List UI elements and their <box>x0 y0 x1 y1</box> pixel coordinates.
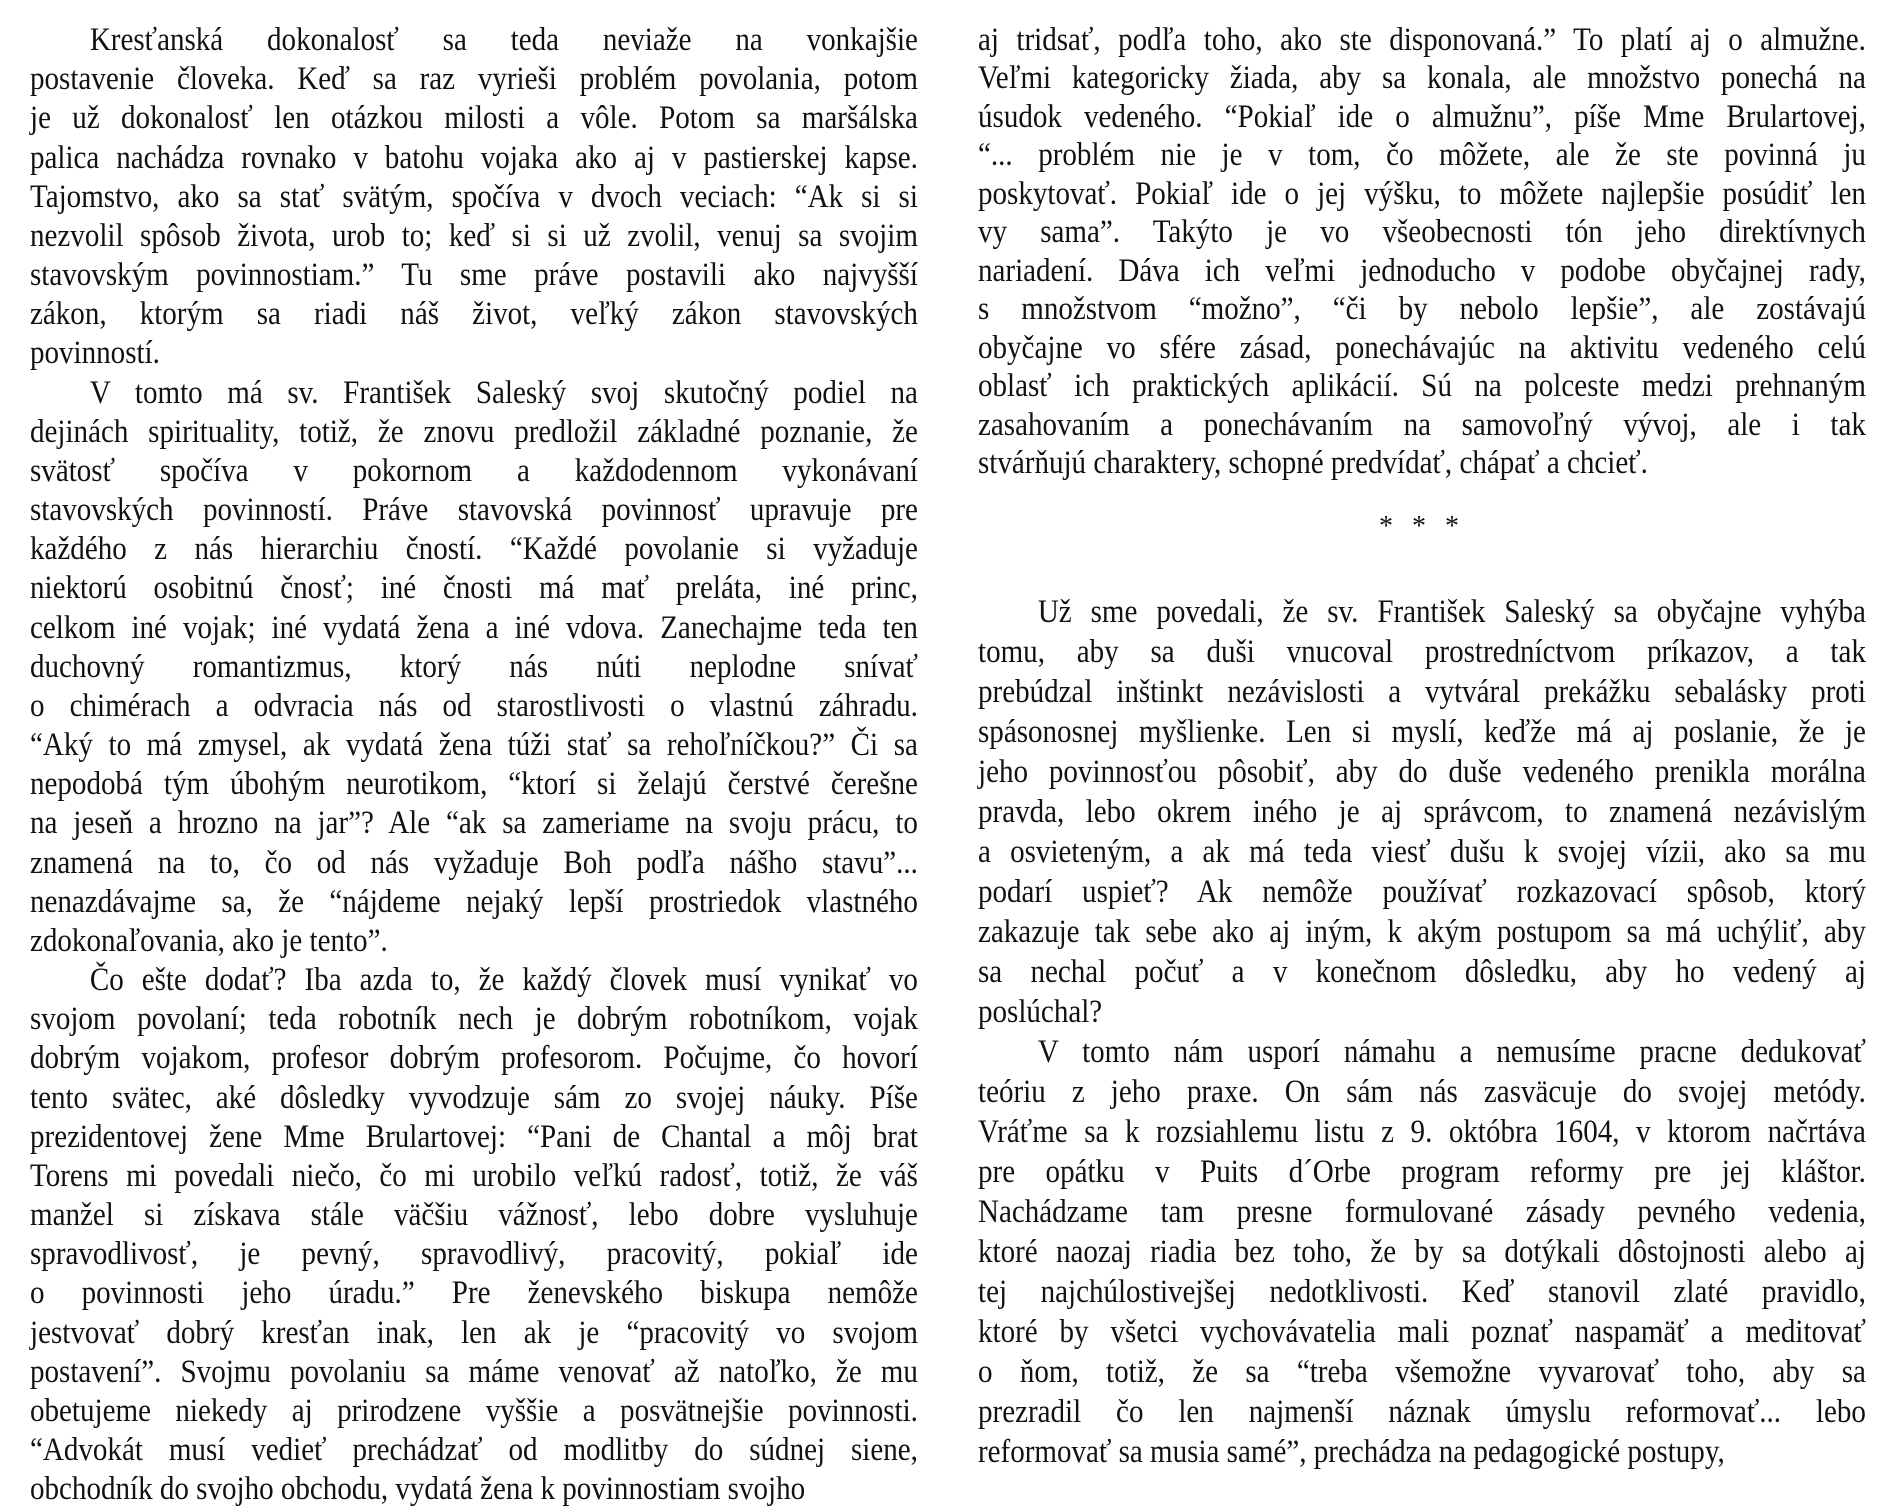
text-line-row <box>30 608 918 648</box>
text-line: Nachádzame tam presne formulované zásady pevného vedenia, <box>978 1194 1866 1230</box>
text-line: Čo ešte dodať? Iba azda to, že každý človek musí vynikať vo <box>89 962 918 999</box>
text-line-row <box>978 1112 1866 1152</box>
text-line-row <box>30 98 918 138</box>
text-line: Torens mi povedali niečo, čo mi urobilo veľkú radosť, totiž, že váš <box>30 1157 918 1194</box>
text-line: povinností. <box>30 335 160 372</box>
text-line-row <box>978 174 1866 214</box>
text-line: pre opátku v Puits d´Orbe program reformy pre jej kláštor. <box>978 1154 1866 1190</box>
text-line-row <box>978 20 1866 60</box>
text-line: svojom povolaní; teda robotník nech je dobrým robotníkom, vojak <box>30 1001 918 1038</box>
text-line-row <box>978 443 1866 483</box>
text-line-row <box>30 1078 918 1118</box>
text-line-row <box>978 1352 1866 1392</box>
text-line-row <box>978 212 1866 252</box>
text-line: duchovný romantizmus, ktorý nás núti neplodne snívať <box>30 648 918 685</box>
text-line-row <box>30 1391 918 1431</box>
text-line: tento svätec, aké dôsledky vyvodzuje sám zo svojej náuky. Píše <box>30 1079 918 1116</box>
text-line: prebúdzal inštinkt nezávislosti a vytváral prekážku sebalásky proti <box>978 674 1866 710</box>
text-line-row <box>30 373 918 413</box>
text-line: manžel si získava stále väčšiu vážnosť, lebo dobre vysluhuje <box>30 1197 918 1234</box>
text-line-row <box>978 289 1866 329</box>
text-line-row <box>978 832 1866 872</box>
text-line-row <box>978 1232 1866 1272</box>
text-line-row <box>978 1312 1866 1352</box>
text-line: stavovských povinností. Práve stavovská povinnosť upravuje pre <box>30 492 918 529</box>
text-line-row <box>978 912 1866 952</box>
text-line: je už dokonalosť len otázkou milosti a vôle. Potom sa maršálska <box>30 100 918 137</box>
text-line: aj tridsať, podľa toho, ako ste disponovaná.” To platí aj o almužne. <box>978 22 1866 58</box>
text-line: Kresťanská dokonalosť sa teda neviaže na vonkajšie <box>89 22 918 58</box>
text-line: o povinnosti jeho úradu.” Pre ženevského biskupa nemôže <box>30 1275 918 1312</box>
text-line-row <box>30 20 918 60</box>
text-line-row <box>30 1313 918 1353</box>
text-line: obyčajne vo sfére zásad, ponechávajúc na aktivitu vedeného celú <box>978 329 1866 366</box>
text-line: niektorú osobitnú čnosť; iné čnosti má mať preláta, iné princ, <box>30 570 918 607</box>
text-line: “... problém nie je v tom, čo môžete, ale že ste povinná ju <box>978 137 1866 174</box>
text-line-row <box>978 632 1866 672</box>
text-line-row <box>978 592 1866 632</box>
text-line: obetujeme niekedy aj prirodzene vyššie a posvätnejšie povinnosti. <box>30 1392 918 1429</box>
text-line-row <box>30 1156 918 1196</box>
text-line: poslúchal? <box>978 994 1103 1030</box>
text-line: sa nechal počuť a v konečnom dôsledku, aby ho vedený aj <box>978 954 1866 990</box>
text-line-row <box>30 451 918 491</box>
text-line-row <box>30 1273 918 1313</box>
text-line-row <box>978 1272 1866 1312</box>
text-line-row <box>978 1192 1866 1232</box>
text-line: zdokonaľovania, ako je tento”. <box>30 922 388 959</box>
text-line: V tomto nám usporí námahu a nemusíme pracne dedukovať <box>1037 1034 1866 1070</box>
text-line: s množstvom “možno”, “či by nebolo lepšie”, ale zostávajú <box>978 291 1866 328</box>
text-line: Vráťme sa k rozsiahlemu listu z 9. októbra 1604, v ktorom načrtáva <box>978 1114 1866 1150</box>
text-line-row <box>30 843 918 883</box>
text-line: znamená na to, čo od nás vyžaduje Boh podľa nášho stavu”... <box>30 844 918 881</box>
text-line: o ňom, totiž, že sa “treba všemožne vyvarovať toho, aby sa <box>978 1354 1866 1390</box>
text-line: zakazuje tak sebe ako aj iným, k akým postupom sa má uchýliť, aby <box>978 914 1866 950</box>
text-line-row <box>978 405 1866 445</box>
text-line-row <box>30 1469 918 1509</box>
text-line-row <box>978 251 1866 291</box>
text-line: V tomto má sv. František Saleský svoj skutočný podiel na <box>89 374 918 411</box>
text-line-row <box>978 58 1866 98</box>
section-separator: * * * <box>1379 511 1465 542</box>
text-line: “Advokát musí vedieť prechádzať od modlitby do súdnej siene, <box>30 1432 918 1469</box>
text-line: zasahovaním a ponechávaním na samovoľný vývoj, ale i tak <box>978 406 1866 443</box>
text-line: stavovským povinnostiam.” Tu sme práve postavili ako najvyšší <box>30 257 918 294</box>
text-line-row <box>30 568 918 608</box>
text-line: podarí uspieť? Ak nemôže používať rozkazovací spôsob, ktorý <box>978 874 1866 910</box>
text-line-row <box>30 921 918 961</box>
text-line-row <box>30 764 918 804</box>
text-line: Tajomstvo, ako sa stať svätým, spočíva v dvoch veciach: “Ak si si <box>30 178 918 215</box>
text-line-row <box>30 138 918 178</box>
text-line-row <box>978 366 1866 406</box>
text-line: a osvieteným, a ak má teda viesť dušu k svojej vízii, ako sa mu <box>978 834 1866 870</box>
text-line-row <box>978 1152 1866 1192</box>
text-line: zákon, ktorým sa riadi náš život, veľký zákon stavovských <box>30 296 918 333</box>
left-column <box>30 0 918 1508</box>
text-line-row <box>30 59 918 99</box>
text-line: jeho povinnosťou pôsobiť, aby do duše vedeného prenikla morálna <box>978 754 1866 790</box>
text-line-row <box>978 1032 1866 1072</box>
text-line: celkom iné vojak; iné vydatá žena a iné vdova. Zanechajme teda ten <box>30 609 918 646</box>
text-line-row <box>978 992 1866 1032</box>
text-line-row <box>30 882 918 922</box>
text-line: teóriu z jeho praxe. On sám nás zasväcuje do svojej metódy. <box>978 1074 1866 1110</box>
text-line: nezvolil spôsob života, urob to; keď si si už zvolil, venuj sa svojim <box>30 217 918 254</box>
text-line-row <box>978 328 1866 368</box>
text-line-row <box>30 1038 918 1078</box>
right-column <box>978 0 1866 1500</box>
text-line: prezidentovej žene Mme Brulartovej: “Pani de Chantal a môj brat <box>30 1118 918 1155</box>
text-line-row <box>978 952 1866 992</box>
text-line-row <box>30 333 918 373</box>
text-line-row <box>30 255 918 295</box>
text-line-row <box>30 1195 918 1235</box>
text-line: úsudok vedeného. “Pokiaľ ide o almužnu”, píše Mme Brulartovej, <box>978 98 1866 135</box>
text-line-row <box>30 490 918 530</box>
text-line: tej najchúlostivejšej nedotklivosti. Keď stanovil zlaté pravidlo, <box>978 1274 1866 1310</box>
text-line-row <box>30 960 918 1000</box>
text-line: ktoré by všetci vychovávatelia mali poznať naspamäť a meditovať <box>978 1314 1866 1350</box>
text-line: oblasť ich praktických aplikácií. Sú na polceste medzi prehnaným <box>978 368 1866 405</box>
text-line: dobrým vojakom, profesor dobrým profesorom. Počujme, čo hovorí <box>30 1040 918 1077</box>
text-line: nariadení. Dáva ich veľmi jednoducho v podobe obyčajnej rady, <box>978 252 1866 289</box>
text-line-row <box>978 872 1866 912</box>
text-line-row <box>30 1117 918 1157</box>
text-line: reformovať sa musia samé”, prechádza na pedagogické postupy, <box>978 1434 1725 1470</box>
text-line-row <box>30 725 918 765</box>
text-line-row <box>30 999 918 1039</box>
text-line-row <box>30 686 918 726</box>
text-line: spravodlivosť, je pevný, spravodlivý, pracovitý, pokiaľ ide <box>30 1236 918 1273</box>
text-line: obchodník do svojho obchodu, vydatá žena k povinnostiam svojho <box>30 1471 806 1508</box>
text-line-row <box>30 529 918 569</box>
text-line-row <box>30 647 918 687</box>
text-line: poskytovať. Pokiaľ ide o jej výšku, to môžete najlepšie posúdiť len <box>978 175 1866 212</box>
text-line-row <box>30 1234 918 1274</box>
text-line: stvárňujú charaktery, schopné predvídať, chápať a chcieť. <box>978 444 1648 481</box>
text-line-row <box>30 177 918 217</box>
text-line: “Aký to má zmysel, ak vydatá žena túži stať sa rehoľníčkou?” Či sa <box>30 727 918 764</box>
text-line-row <box>30 216 918 256</box>
text-line: na jeseň a hrozno na jar”? Ale “ak sa zameriame na svoju prácu, to <box>30 805 918 842</box>
text-line: pravda, lebo okrem iného je aj správcom, to znamená nezávislým <box>978 794 1866 830</box>
text-line-row <box>978 135 1866 175</box>
text-line: svätosť spočíva v pokornom a každodennom vykonávaní <box>30 452 918 489</box>
text-line-row <box>978 1072 1866 1112</box>
text-line: nenazdávajme sa, že “nájdeme nejaký lepší prostriedok vlastného <box>30 883 918 920</box>
text-line-row <box>30 1352 918 1392</box>
text-line-row <box>978 672 1866 712</box>
text-line-row <box>30 412 918 452</box>
text-line: palica nachádza rovnako v batohu vojaka ako aj v pastierskej kapse. <box>30 139 918 176</box>
text-line-row <box>978 1392 1866 1432</box>
text-line-row <box>978 97 1866 137</box>
text-line-row <box>978 1432 1866 1472</box>
text-line: jestvovať dobrý kresťan inak, len ak je “pracovitý vo svojom <box>30 1314 918 1351</box>
text-line-row <box>978 712 1866 752</box>
text-line: postavenie človeka. Keď sa raz vyrieši problém povolania, potom <box>30 61 918 98</box>
text-line: každého z nás hierarchiu čností. “Každé povolanie si vyžaduje <box>30 531 918 568</box>
text-line-row <box>978 752 1866 792</box>
text-line-row <box>978 792 1866 832</box>
text-line-row <box>30 294 918 334</box>
text-line: Veľmi kategoricky žiada, aby sa konala, ale množstvo ponechá na <box>978 60 1866 97</box>
text-line: Už sme povedali, že sv. František Saleský sa obyčajne vyhýba <box>1037 594 1866 630</box>
text-line-row <box>30 803 918 843</box>
text-line: postavení”. Svojmu povolaniu sa máme venovať až natoľko, že mu <box>30 1353 918 1390</box>
text-line: prezradil čo len najmenší náznak úmyslu reformovať... lebo <box>978 1394 1866 1430</box>
text-line-row <box>30 1430 918 1470</box>
text-line: dejinách spirituality, totiž, že znovu predložil základné poznanie, že <box>30 413 918 450</box>
text-line: o chimérach a odvracia nás od starostlivosti o vlastnú záhradu. <box>30 687 918 724</box>
text-line: ktoré naozaj riadia bez toho, že by sa dotýkali dôstojnosti alebo aj <box>978 1234 1866 1270</box>
text-line: vy sama”. Takýto je vo všeobecnosti tón jeho direktívnych <box>978 214 1866 251</box>
text-line: tomu, aby sa duši vnucoval prostredníctvom príkazov, a tak <box>978 634 1866 670</box>
text-line: nepodobá tým úbohým neurotikom, “ktorí si želajú čerstvé čerešne <box>30 766 918 803</box>
text-line: spásonosnej myšlienke. Len si myslí, keďže má aj poslanie, že je <box>978 714 1866 750</box>
